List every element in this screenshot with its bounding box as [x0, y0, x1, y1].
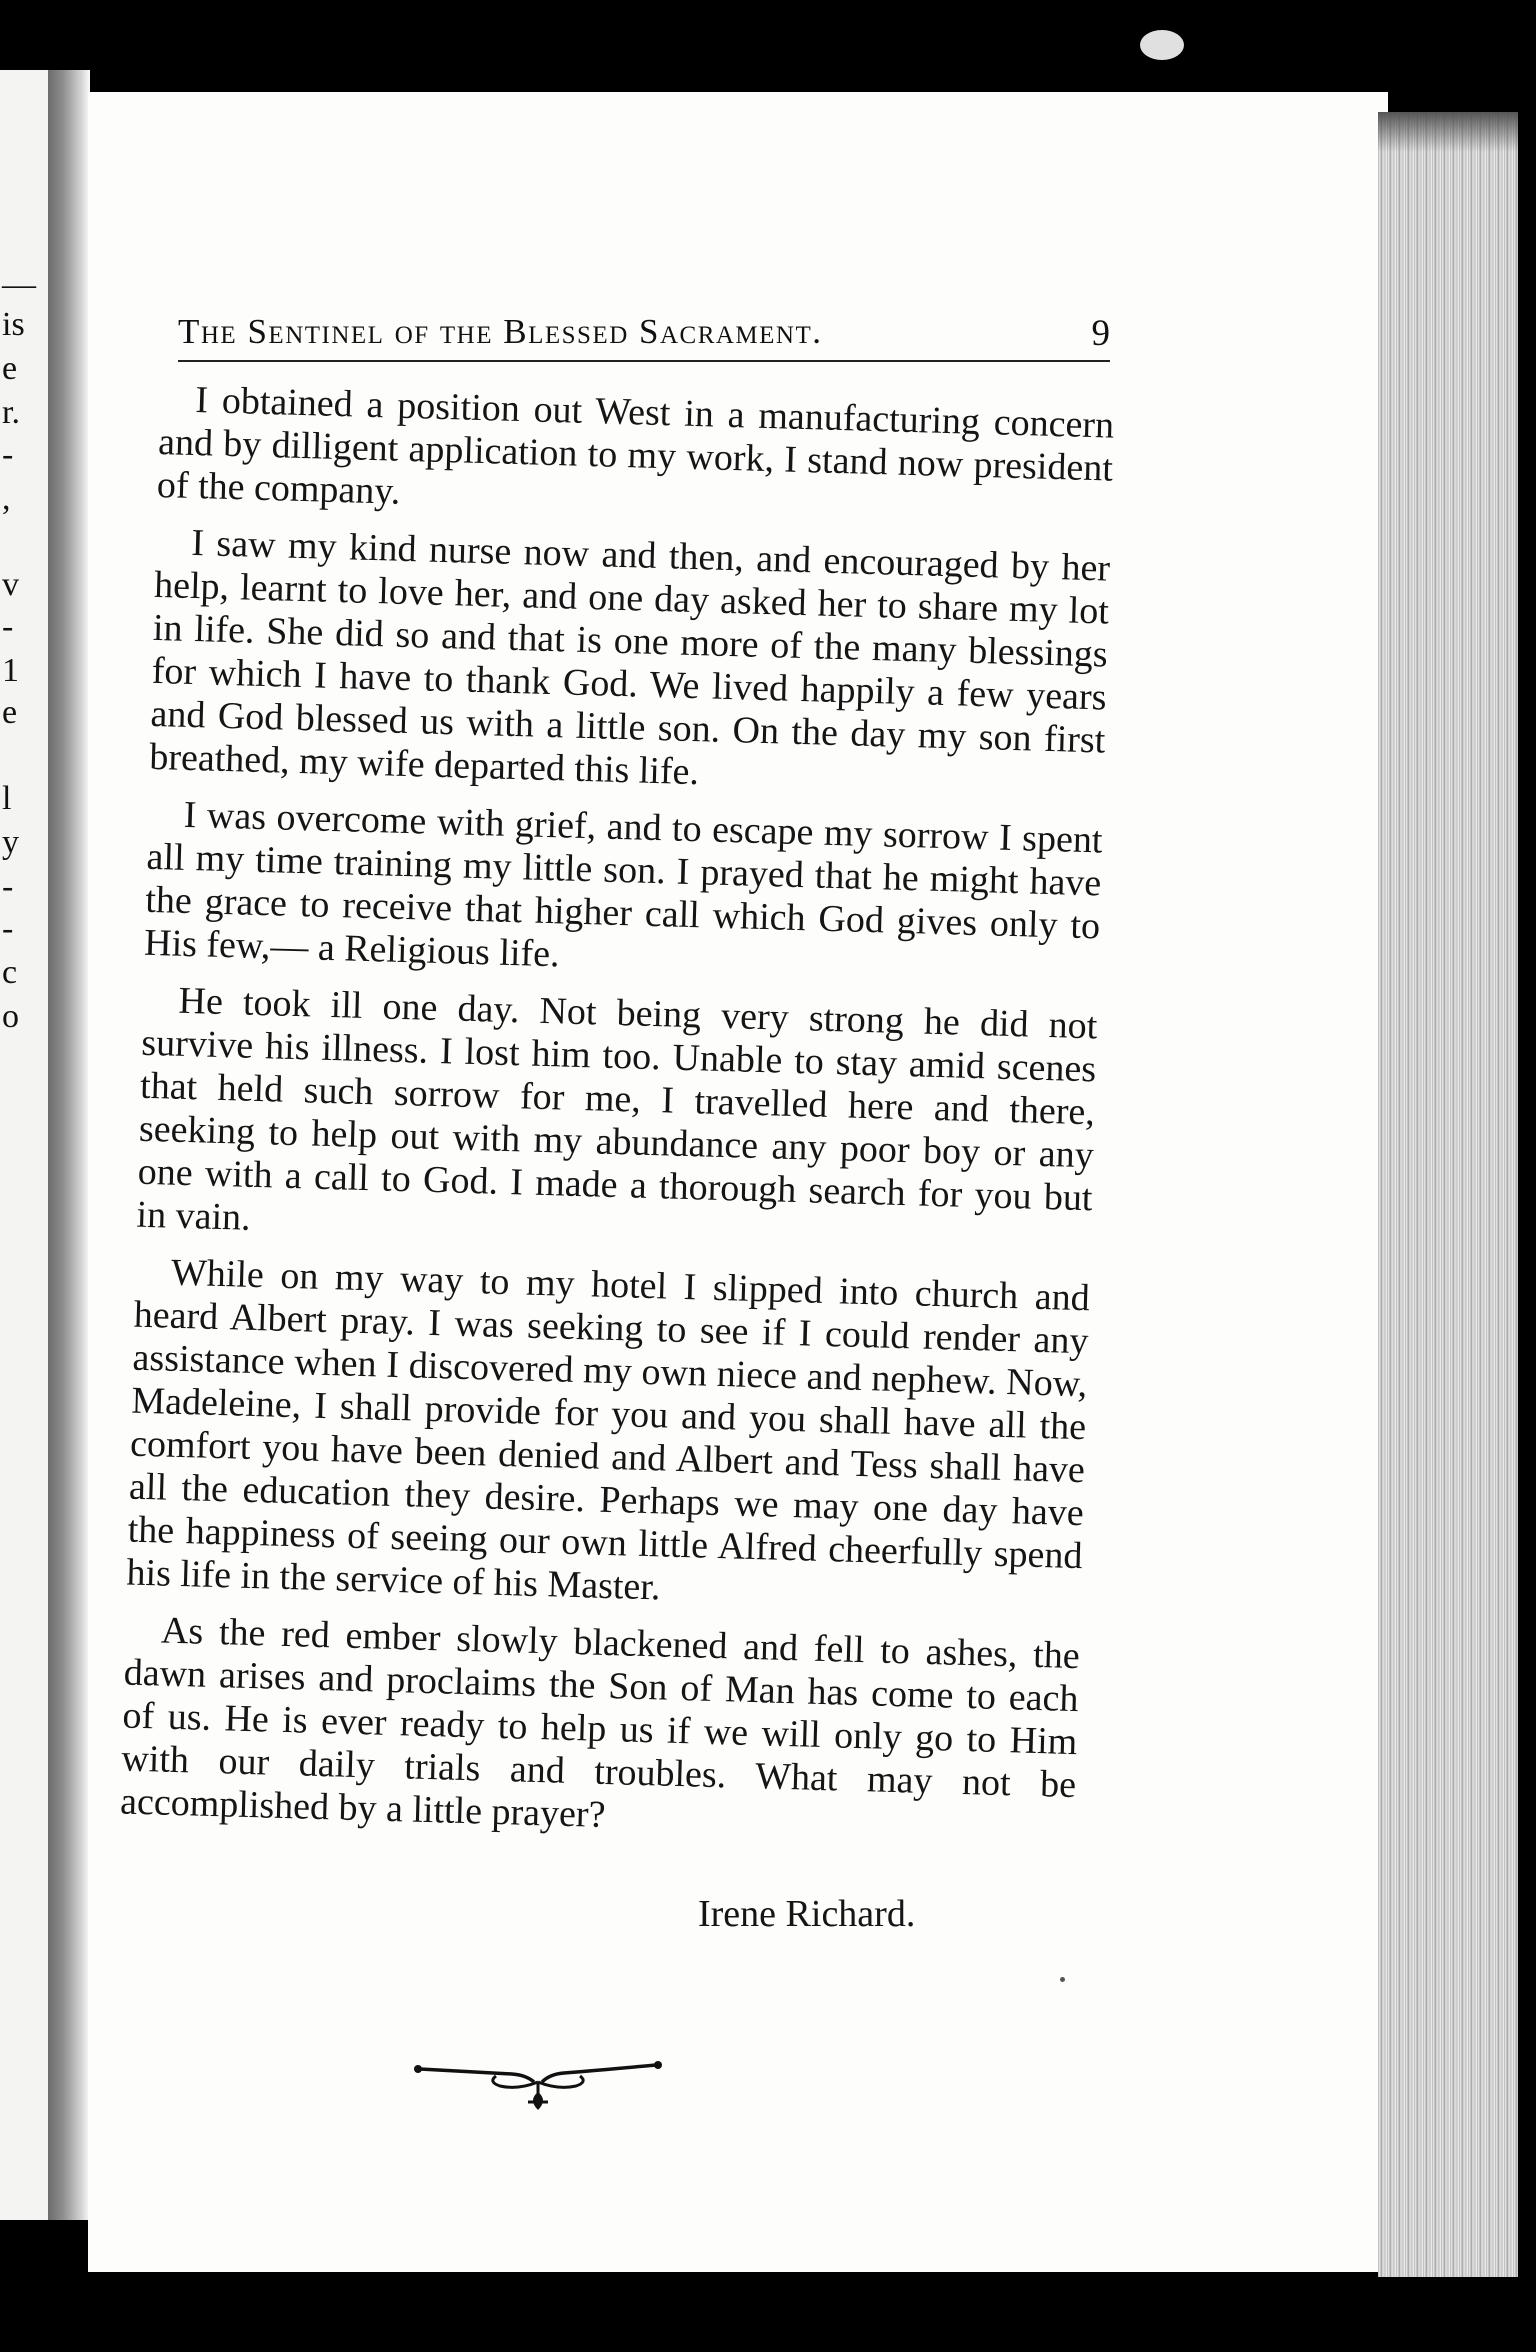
- paragraph: As the red ember slowly blackened and fell to ashes, the dawn arises and proclaims the Son of Man has come to each of us. He is ever ready to help us if we will only go to Him with our daily trials and troubles. What may not be accomplished by a little prayer?: [119, 1609, 1081, 1836]
- paragraph: While on my way to my hotel I slipped into church and heard Albert pray. I was seeking to see if I could render any assistance when I discovered my own niece and nephew. Now, Madeleine, I shall provide for you and you shall have all the comfort you have been denied and Albert and Tess shall have all the education they desire. Perhaps we may one day have the happiness of seeing our own little Alfred cheerfully spend his life in the service of his Master.: [126, 1251, 1091, 1609]
- previous-page-fragment: e: [2, 694, 18, 731]
- previous-page-edge: [0, 70, 48, 2220]
- running-header: [178, 312, 1110, 362]
- page-edges: [1378, 112, 1518, 2277]
- page-edges-shadow: [1378, 112, 1518, 152]
- paragraph: I obtained a position out West in a manufacturing concern and by dilligent application to my work, I stand now president of the company.: [156, 379, 1115, 513]
- previous-page-fragment: v: [2, 566, 19, 603]
- running-title: The Sentinel of the Blessed Sacrament.: [178, 312, 823, 351]
- previous-page-fragment: l: [2, 780, 12, 817]
- previous-page-fragment: c: [2, 954, 18, 991]
- previous-page-fragment: —: [2, 266, 36, 303]
- previous-page-fragment: e: [2, 350, 18, 387]
- previous-page-fragment: -: [2, 608, 14, 645]
- previous-page-fragment: r.: [2, 394, 20, 431]
- book-gutter: [48, 70, 90, 2220]
- previous-page-fragment: ,: [2, 480, 11, 517]
- paragraph: I saw my kind nurse now and then, and encouraged by her help, learnt to love her, and one day asked her to share my lot in life. She did so and that is one more of the many blessings for which I have to thank God. We lived happily a few years and God blessed us with a little son. On the day my son first breathed, my wife departed this life.: [148, 521, 1111, 794]
- previous-page-fragment: -: [2, 868, 14, 905]
- page-number: 9: [1091, 313, 1110, 354]
- previous-page-fragment: o: [2, 998, 19, 1035]
- previous-page-fragment: y: [2, 824, 19, 861]
- ornament-icon: [412, 2052, 664, 2118]
- previous-page-fragment: -: [2, 910, 14, 947]
- paper-speck: [1060, 1977, 1065, 1982]
- article-body: [119, 378, 1114, 1864]
- debris-spot: [1140, 30, 1184, 60]
- previous-page-fragment: 1: [2, 652, 19, 689]
- previous-page-fragment: -: [2, 436, 14, 473]
- paragraph: He took ill one day. Not being very strong he did not survive his illness. I lost him too. Unable to stay amid scenes that held such sorrow for me, I travelled here and there, seeking to help out with my abundance any poor boy or any one with a call to God. I made a thorough search for you but in vain.: [136, 979, 1098, 1239]
- author-signature: Irene Richard.: [698, 1893, 916, 1935]
- paragraph: I was overcome with grief, and to escape my sorrow I spent all my time training my little son. I prayed that he might have the grace to receive that higher call which God gives only to His few,— a Religious life.: [143, 793, 1104, 976]
- previous-page-fragment: is: [2, 306, 25, 343]
